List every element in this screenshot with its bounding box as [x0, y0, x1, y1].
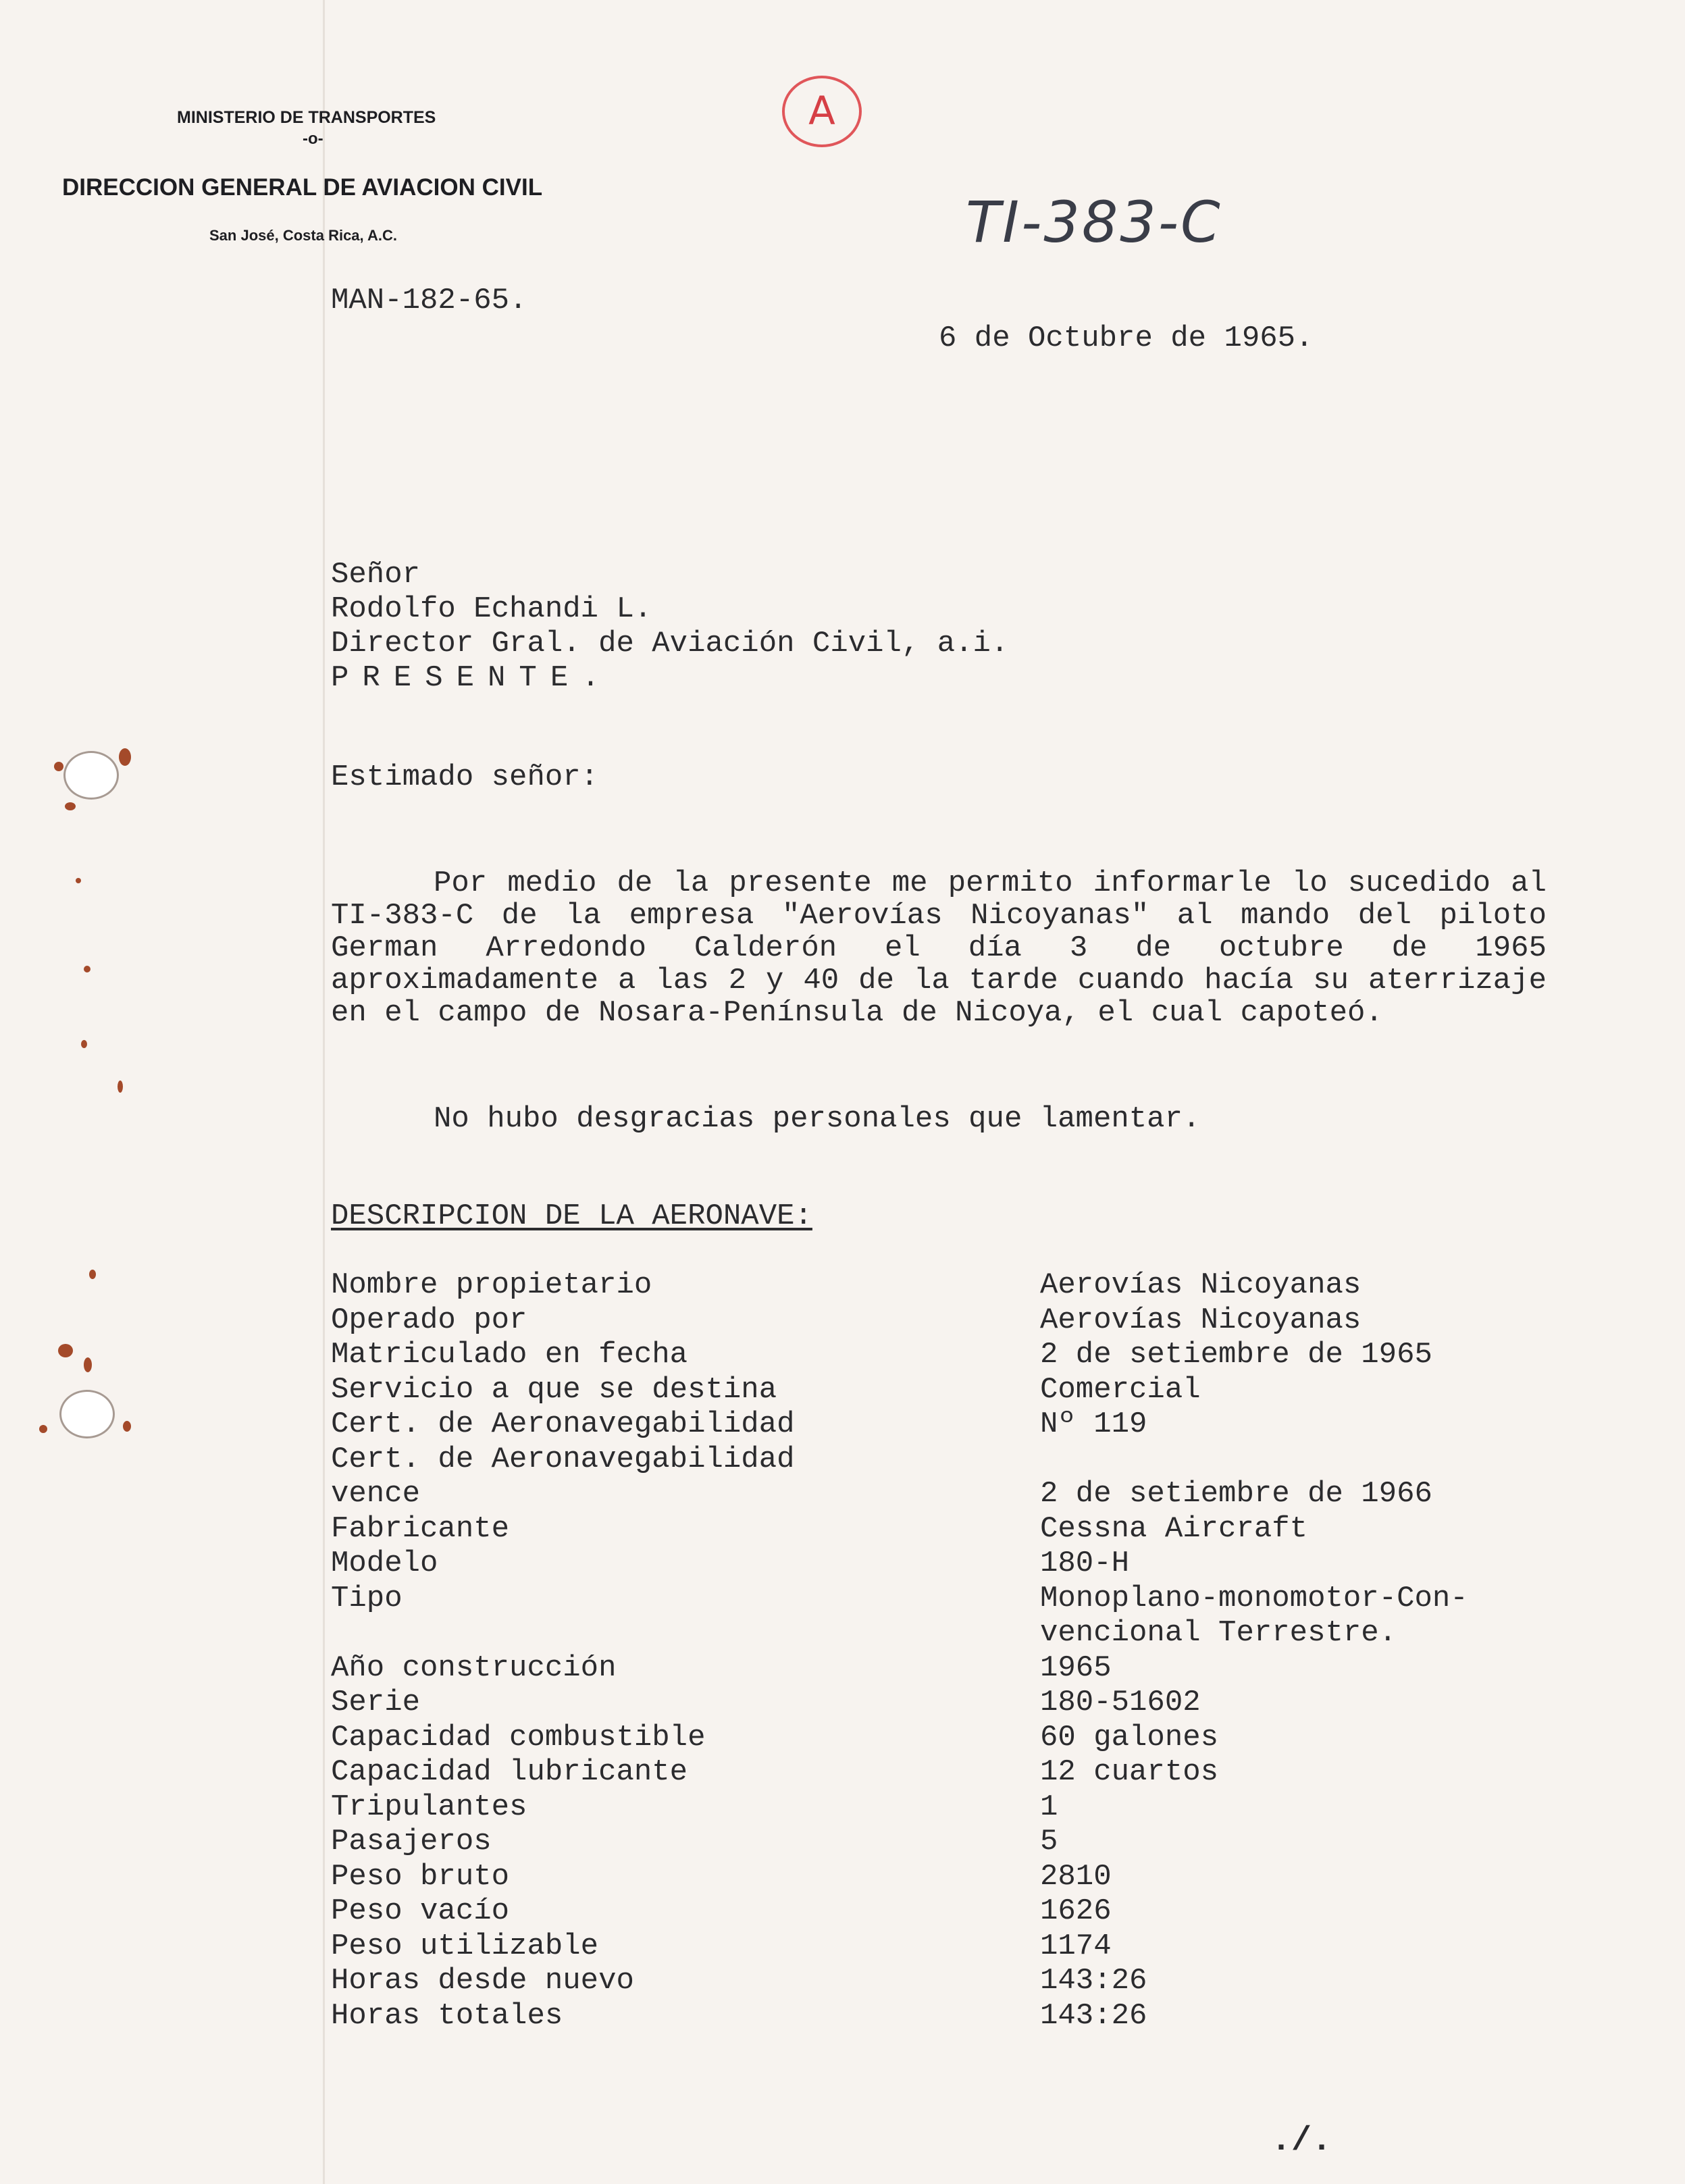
label-fuel: Capacidad combustible: [331, 1720, 706, 1754]
value-hours-new: 143:26: [1040, 1964, 1147, 1998]
rust-stain: [81, 1040, 87, 1048]
addressee-position: Director Gral. de Aviación Civil, a.i.: [331, 627, 1009, 660]
value-oil: 12 cuartos: [1040, 1755, 1219, 1789]
value-registered: 2 de setiembre de 1965: [1040, 1338, 1432, 1372]
rust-stain: [65, 802, 76, 810]
label-model: Modelo: [331, 1546, 438, 1580]
addressee-block: [331, 558, 1008, 696]
body-paragraph-2: No hubo desgracias personales que lamentar.: [434, 1102, 1201, 1136]
label-operator: Operado por: [331, 1303, 527, 1337]
label-airworthiness: Cert. de Aeronavegabilidad: [331, 1407, 795, 1441]
value-type-line-2: vencional Terrestre.: [1040, 1616, 1397, 1650]
letterhead-ministry: MINISTERIO DE TRANSPORTES: [177, 108, 436, 127]
label-serial: Serie: [331, 1686, 421, 1719]
label-hours-new: Horas desde nuevo: [331, 1964, 634, 1998]
label-service: Servicio a que se destina: [331, 1372, 777, 1407]
label-gross-weight: Peso bruto: [331, 1859, 510, 1894]
stamp-letter: A: [808, 88, 835, 134]
value-operator: Aerovías Nicoyanas: [1040, 1303, 1362, 1337]
value-model: 180-H: [1040, 1546, 1130, 1580]
letter-body: [331, 867, 1547, 1029]
value-hours-total: 143:26: [1040, 1998, 1147, 2033]
greeting: Estimado señor:: [331, 760, 599, 794]
rust-stain: [39, 1425, 47, 1433]
rust-stain: [123, 1421, 131, 1432]
aircraft-labels-column: [331, 1268, 795, 2033]
body-paragraph-1: Por medio de la presente me permito informarle lo sucedido al TI-383-C de la empresa "Aerovías Nicoyanas" al mando del piloto German Arredondo Calderón el día 3 de octubre de 1965 aproximadamente a las 2 y 40 de la tarde cuando hacía su aterrizaje en el campo de Nosara-Península de Nicoya, el cual capoteó.: [331, 866, 1547, 1030]
letterhead-city: San José, Costa Rica, A.C.: [209, 227, 397, 244]
value-type: Monoplano-monomotor-Con-: [1040, 1581, 1468, 1615]
value-serial: 180-51602: [1040, 1686, 1201, 1719]
label-useful-load: Peso utilizable: [331, 1929, 599, 1963]
reference-number: MAN-182-65.: [331, 284, 527, 317]
continuation-mark: ./.: [1271, 2122, 1332, 2160]
value-airworthiness-2: [1040, 1442, 1468, 1478]
value-useful-load: 1174: [1040, 1929, 1112, 1963]
value-crew: 1: [1040, 1790, 1058, 1824]
value-expires: 2 de setiembre de 1966: [1040, 1477, 1432, 1511]
value-owner: Aerovías Nicoyanas: [1040, 1268, 1362, 1302]
letter-date: 6 de Octubre de 1965.: [939, 321, 1314, 355]
value-manufacturer: Cessna Aircraft: [1040, 1511, 1308, 1546]
rust-stain: [58, 1344, 73, 1357]
label-oil: Capacidad lubricante: [331, 1755, 688, 1789]
label-owner: Nombre propietario: [331, 1268, 652, 1302]
rust-stain: [84, 966, 90, 972]
rust-stain: [76, 878, 81, 883]
aircraft-values-column: [1040, 1268, 1468, 2033]
letterhead-directorate: DIRECCION GENERAL DE AVIACION CIVIL: [62, 174, 543, 201]
punch-hole-top: [63, 751, 119, 800]
label-registered: Matriculado en fecha: [331, 1338, 688, 1372]
rust-stain: [89, 1270, 96, 1279]
label-manufacturer: Fabricante: [331, 1511, 510, 1546]
handwritten-reference: TI-383-C: [966, 189, 1222, 255]
addressee-presente: PRESENTE.: [331, 661, 613, 695]
label-passengers: Pasajeros: [331, 1825, 492, 1858]
label-airworthiness-2: Cert. de Aeronavegabilidad: [331, 1442, 795, 1476]
value-year: 1965: [1040, 1650, 1112, 1685]
value-fuel: 60 galones: [1040, 1720, 1219, 1754]
label-crew: Tripulantes: [331, 1790, 527, 1824]
value-airworthiness: Nº 119: [1040, 1407, 1147, 1441]
label-empty-weight: Peso vacío: [331, 1894, 510, 1928]
value-passengers: 5: [1040, 1825, 1058, 1858]
value-gross-weight: 2810: [1040, 1859, 1112, 1894]
value-empty-weight: 1626: [1040, 1894, 1112, 1928]
letterhead-separator: -o-: [303, 130, 323, 148]
addressee-title: Señor: [331, 558, 421, 592]
rust-stain: [54, 762, 63, 771]
rust-stain: [118, 1081, 123, 1093]
aircraft-heading: DESCRIPCION DE LA AERONAVE:: [331, 1199, 812, 1233]
label-hours-total: Horas totales: [331, 1998, 563, 2033]
label-year: Año construcción: [331, 1650, 617, 1685]
rust-stain: [84, 1357, 92, 1372]
rust-stain: [119, 748, 131, 766]
fold-line: [323, 0, 325, 2184]
red-circle-stamp: [782, 76, 862, 147]
addressee-name: Rodolfo Echandi L.: [331, 592, 652, 626]
punch-hole-bottom: [59, 1390, 115, 1438]
label-expires: vence: [331, 1477, 421, 1511]
value-service: Comercial: [1040, 1372, 1201, 1407]
label-type: Tipo: [331, 1581, 403, 1615]
